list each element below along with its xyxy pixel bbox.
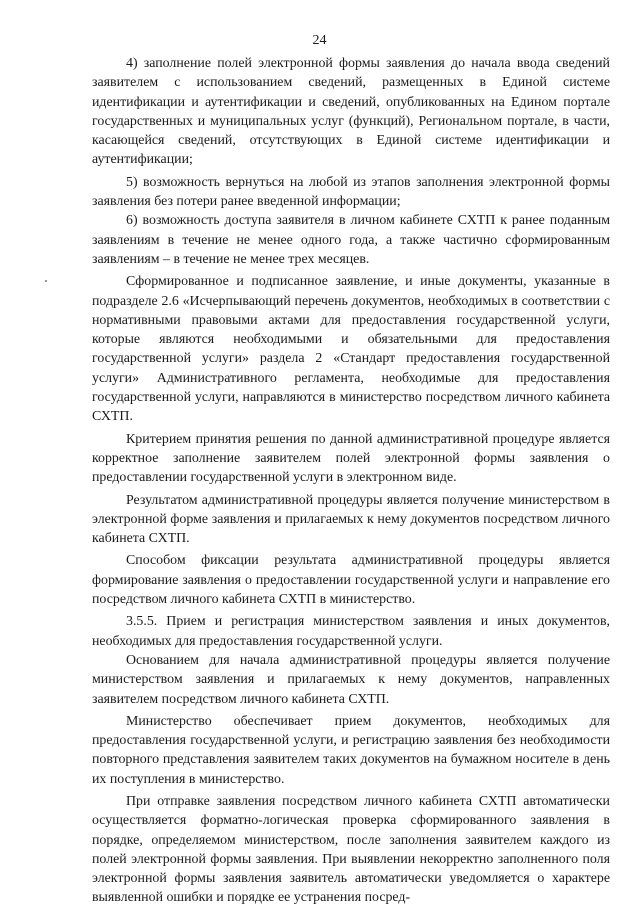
paragraph-submission: Сформированное и подписанное заявление, и иные документы, указанные в подразделе 2.6 «Исчерпывающий перечень документов, необходимых в соответствии с нормативными правовыми актами для предоставления государственной услуги, которые являются необходимыми и обязательными для предоставления государственной услуги» раздела 2 «Стандарт предоставления государственной услуги» Административного регламента, необходимые для предоставления государственной услуги, направляются в министерство посредством личного кабинета СХТП. bbox=[92, 274, 610, 425]
paragraph-criterion: Критерием принятия решения по данной административной процедуре является корректное заполнение заявителем полей электронной формы заявления о предоставлении государственной услуги в электронном виде. bbox=[92, 431, 610, 486]
paragraph-section-3-5-5: 3.5.5. Прием и регистрация министерством заявления и иных документов, необходимых для предоставления государственной услуги. bbox=[92, 614, 610, 649]
paragraph-item-5: 5) возможность вернуться на любой из этапов заполнения электронной формы заявления без потери ранее введенной информации; bbox=[92, 174, 610, 210]
paragraph-item-4: 4) заполнение полей электронной формы заявления до начала ввода сведений заявителем с использованием сведений, размещенных в Единой системе идентификации и аутентификации и сведений, опубликованных на Едином портале государственных и муниципальных услуг (функций), Региональном портале, в части, касающейся сведений, отсутствующих в Единой системе идентификации и аутентификации; bbox=[92, 56, 610, 168]
document-body bbox=[92, 54, 610, 911]
paragraph-fixation: Способом фиксации результата административной процедуры является формирование заявления о предоставлении государственной услуги и направление его посредством личного кабинета СХТП в министерство. bbox=[92, 553, 610, 608]
paragraph-ministry-reception: Министерство обеспечивает прием документов, необходимых для предоставления государственной услуги, и регистрацию заявления без необходимости повторного представления заявителем таких документов на бумажном носителе в день их поступления в министерство. bbox=[92, 713, 610, 787]
paragraph-result: Результатом административной процедуры является получение министерством в электронной форме заявления и прилагаемых к нему документов посредством личного кабинета СХТП. bbox=[92, 492, 610, 547]
page-number: 24 bbox=[312, 33, 327, 48]
paragraph-item-6: 6) возможность доступа заявителя в личном кабинете СХТП к ранее поданным заявлениям в течение не менее одного года, а также частично сформированным заявлениям – в течение не менее трех месяцев. bbox=[92, 213, 610, 267]
scan-speck bbox=[45, 280, 47, 282]
paragraph-format-check: При отправке заявления посредством личного кабинета СХТП автоматически осуществляется форматно-логическая проверка сформированного заявления в порядке, определяемом министерством, после заполнения заявителем каждого из полей электронной формы заявления. При выявлении некорректно заполненного поля электронной формы заявления заявитель автоматически уведомляется о характере выявленной ошибки и порядке ее устранения посред- bbox=[92, 793, 610, 906]
paragraph-basis: Основанием для начала административной процедуры является получение министерством заявления и прилагаемых к нему документов, направленных заявителем посредством личного кабинета СХТП. bbox=[92, 652, 610, 707]
